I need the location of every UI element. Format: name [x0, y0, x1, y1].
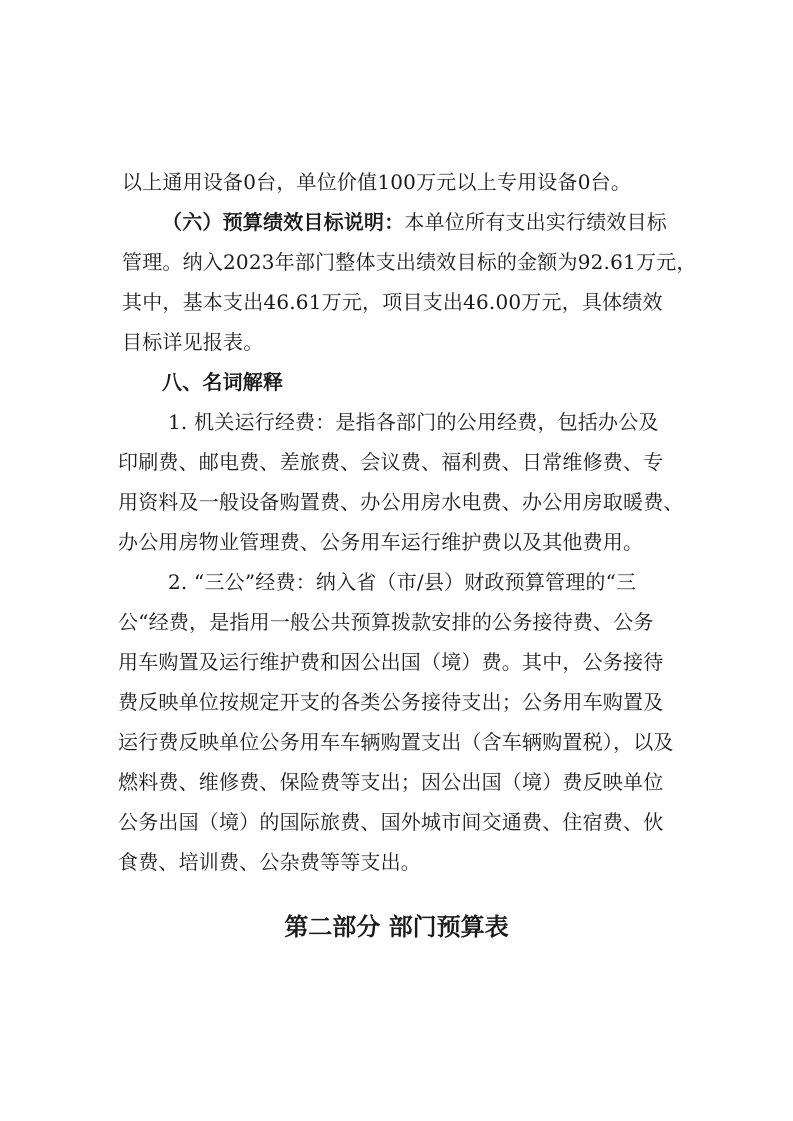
paragraph-line: 目标详见报表。	[122, 330, 264, 354]
section6-line	[162, 210, 667, 234]
term2-line: 公务出国（境）的国际旅费、国外城市间交通费、住宿费、伙	[118, 810, 664, 834]
term2-line: 费反映单位按规定开支的各类公务接待支出；公务用车购置及	[118, 690, 664, 714]
part-title: 第二部分 部门预算表	[284, 913, 509, 941]
term2-line: 公“经费，是指用一般公共预算拨款安排的公务接待费、公务	[118, 610, 654, 634]
term2-line: 运行费反映单位公务用车车辆购置支出（含车辆购置税），以及	[118, 730, 674, 754]
section6-label: （六）预算绩效目标说明：	[162, 210, 405, 234]
term1-line: 用资料及一般设备购置费、办公用房水电费、办公用房取暖费、	[118, 490, 684, 514]
term1-line: 办公用房物业管理费、公务用车运行维护费以及其他费用。	[118, 530, 644, 554]
term2-line: 食费、培训费、公杂费等等支出。	[118, 850, 421, 874]
paragraph-line: 以上通用设备0台，单位价值100万元以上专用设备0台。	[122, 170, 632, 194]
term2-line: 燃料费、维修费、保险费等支出；因公出国（境）费反映单位	[118, 770, 664, 794]
section8-heading: 八、名词解释	[162, 370, 284, 394]
term2-line: 2. “三公”经费：纳入省（市/县）财政预算管理的“三	[168, 570, 637, 594]
term1-line: 1. 机关运行经费：是指各部门的公用经费，包括办公及	[168, 410, 659, 434]
paragraph-line: 管理。纳入2023年部门整体支出绩效目标的金额为92.61万元，	[122, 250, 697, 274]
term1-line: 印刷费、邮电费、差旅费、会议费、福利费、日常维修费、专	[118, 450, 664, 474]
term2-line: 用车购置及运行维护费和因公出国（境）费。其中，公务接待	[118, 650, 664, 674]
paragraph-line: 其中，基本支出46.61万元，项目支出46.00万元，具体绩效	[122, 290, 663, 314]
section6-text: 本单位所有支出实行绩效目标	[404, 210, 668, 234]
